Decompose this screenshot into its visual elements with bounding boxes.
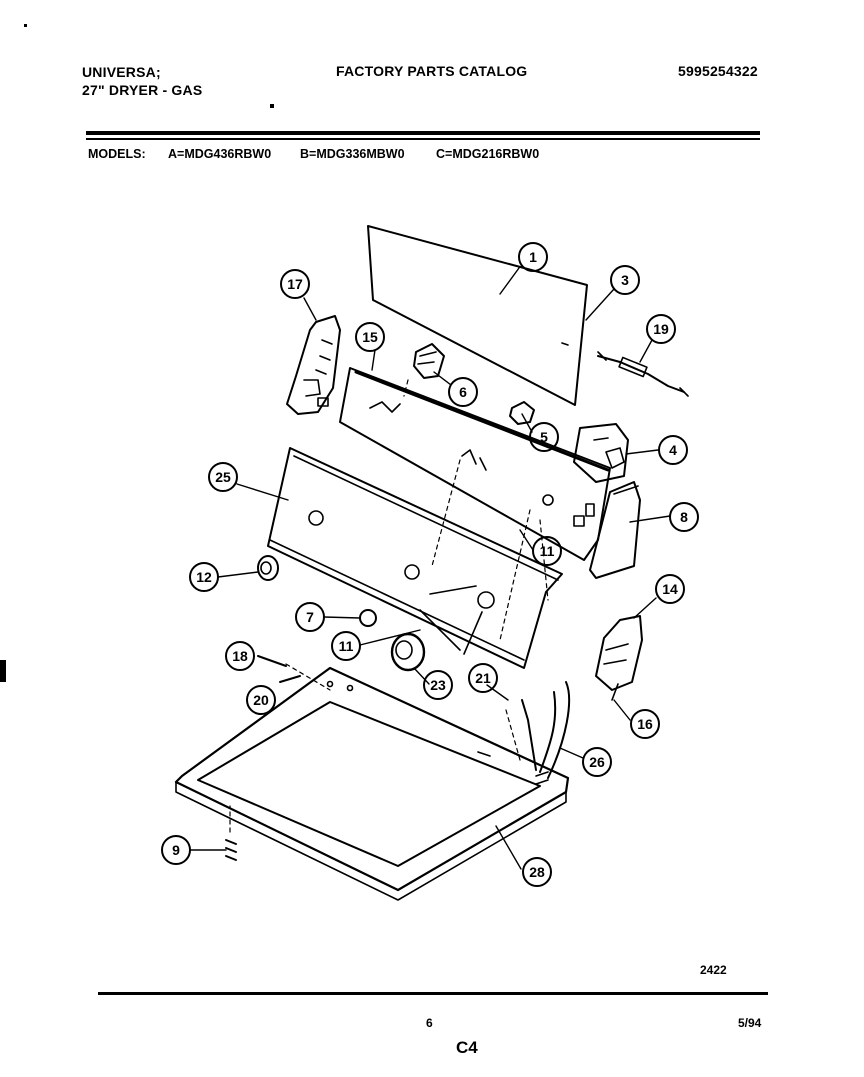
callout-14 — [656, 575, 684, 603]
models-label: MODELS: — [88, 147, 146, 161]
rear-panel — [368, 226, 587, 405]
callout-label: 18 — [232, 648, 248, 664]
footer-rule — [98, 992, 768, 995]
catalog-number: 5995254322 — [678, 63, 758, 79]
callout-label: 4 — [669, 442, 677, 458]
callout-3 — [611, 266, 639, 294]
callout-label: 11 — [539, 543, 555, 559]
callout-7 — [296, 603, 324, 631]
callout-4 — [659, 436, 687, 464]
hoses — [522, 682, 569, 778]
callout-label: 15 — [362, 329, 378, 345]
callout-15 — [356, 323, 384, 351]
model-a: A=MDG436RBW0 — [168, 147, 272, 161]
model-b: B=MDG336MBW0 — [300, 147, 405, 161]
callout-1 — [519, 243, 547, 271]
callout-label: 16 — [637, 716, 653, 732]
callout-label: 3 — [621, 272, 629, 288]
callout-label: 12 — [196, 569, 212, 585]
callout-5 — [530, 423, 558, 451]
callout-label: 1 — [529, 249, 537, 265]
section-code: C4 — [456, 1038, 478, 1057]
leader-lines — [190, 268, 670, 869]
catalog-date: 5/94 — [738, 1016, 762, 1030]
door-switch — [596, 616, 642, 700]
knob-23 — [392, 634, 424, 670]
callout-label: 26 — [589, 754, 605, 770]
model-c: C=MDG216RBW0 — [436, 147, 540, 161]
callout-label: 28 — [529, 864, 545, 880]
callout-21 — [469, 664, 497, 692]
alignment-lines — [230, 380, 548, 832]
callout-label: 14 — [662, 581, 678, 597]
callout-11 — [332, 632, 360, 660]
small-switch — [510, 402, 534, 424]
callout-11 — [533, 537, 561, 565]
product-type: 27" DRYER - GAS — [82, 82, 203, 98]
brand-name: UNIVERSA; — [82, 64, 161, 80]
callout-25 — [209, 463, 237, 491]
callout-label: 21 — [475, 670, 491, 686]
callout-label: 25 — [215, 469, 231, 485]
knob-12 — [258, 556, 278, 580]
timer — [574, 424, 628, 482]
callout-label: 17 — [287, 276, 303, 292]
callout-8 — [670, 503, 698, 531]
bolt-9 — [226, 840, 236, 860]
callout-label: 9 — [172, 842, 180, 858]
callout-label: 23 — [430, 677, 446, 693]
callout-label: 11 — [338, 638, 354, 654]
button-7 — [360, 610, 376, 626]
callout-16 — [631, 710, 659, 738]
callout-6 — [449, 378, 477, 406]
page-number: 6 — [426, 1016, 433, 1030]
right-end-cap — [590, 482, 640, 578]
illustration-code: 2422 — [700, 963, 727, 977]
wire-harness — [598, 352, 688, 396]
callout-label: 20 — [253, 692, 269, 708]
callout-9 — [162, 836, 190, 864]
callout-label: 19 — [653, 321, 669, 337]
callout-label: 5 — [540, 429, 548, 445]
left-end-bracket — [287, 316, 340, 414]
switch-part — [414, 344, 444, 378]
callout-label: 6 — [459, 384, 467, 400]
catalog-title: FACTORY PARTS CATALOG — [336, 63, 528, 79]
callout-28 — [523, 858, 551, 886]
top-cover — [176, 668, 568, 900]
callout-18 — [226, 642, 254, 670]
callout-label: 8 — [680, 509, 688, 525]
callout-23 — [424, 671, 452, 699]
callout-label: 7 — [306, 609, 314, 625]
callout-12 — [190, 563, 218, 591]
callout-26 — [583, 748, 611, 776]
callout-20 — [247, 686, 275, 714]
callout-19 — [647, 315, 675, 343]
callout-17 — [281, 270, 309, 298]
control-panel-plate — [340, 368, 610, 560]
